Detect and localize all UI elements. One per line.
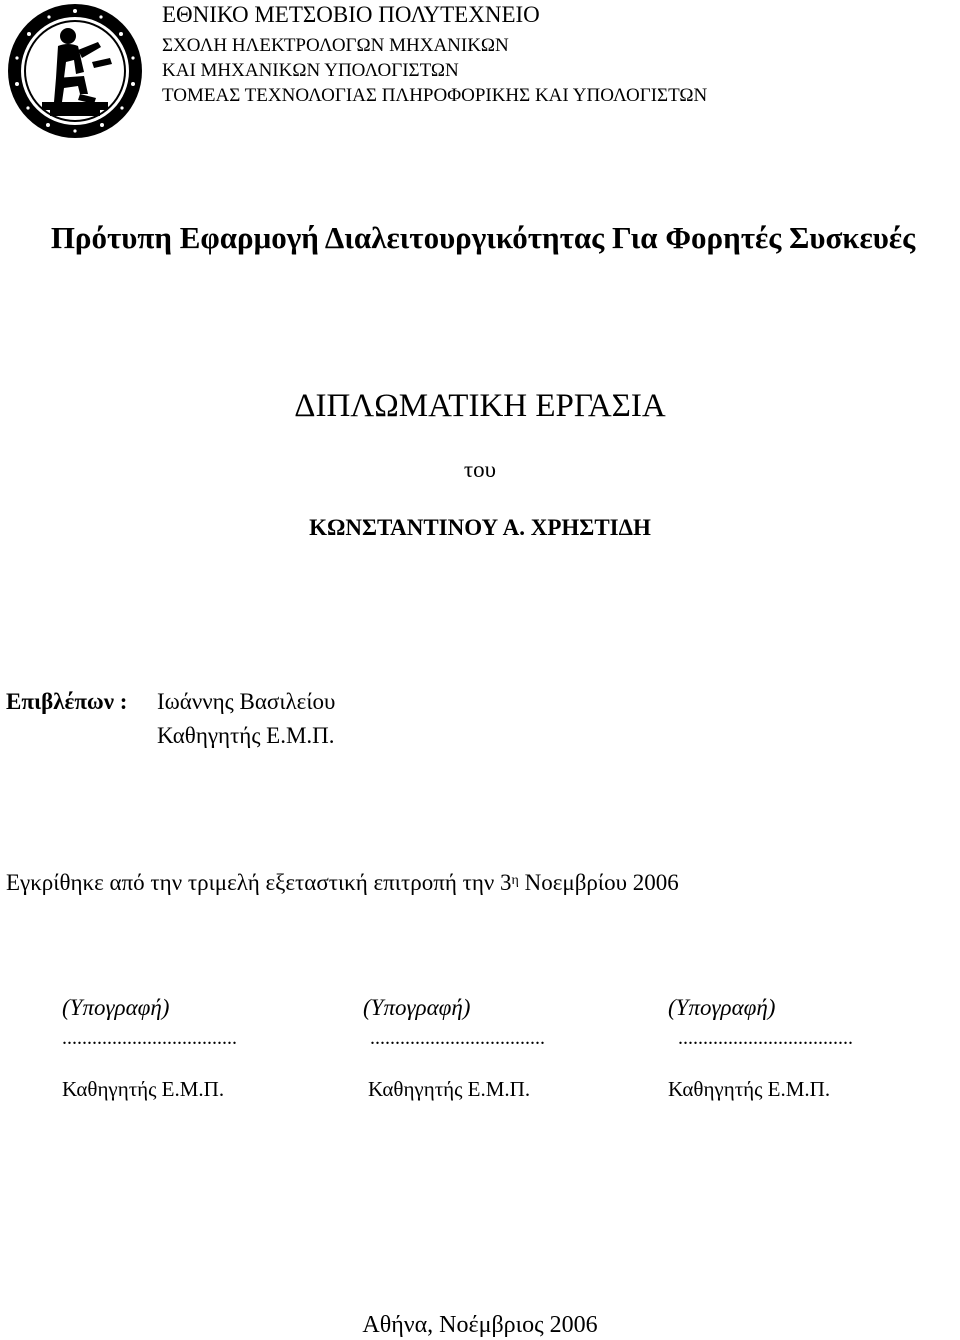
thesis-type: ΔΙΠΛΩΜΑΤΙΚΗ ΕΡΓΑΣΙΑ <box>294 388 666 424</box>
signature-role-1: Καθηγητής Ε.Μ.Π. <box>62 1077 225 1101</box>
approval-statement <box>6 868 679 898</box>
university-name: ΕΘΝΙΚΟ ΜΕΤΣΟΒΙΟ ΠΟΛΥΤΕΧΝΕΙΟ <box>162 2 540 27</box>
signature-line-2: ................................... <box>370 1027 545 1049</box>
signature-role-2: Καθηγητής Ε.Μ.Π. <box>368 1077 531 1101</box>
supervisor-name: Ιωάννης Βασιλείου <box>157 689 336 714</box>
approval-superscript: η <box>511 873 519 888</box>
of-label: του <box>463 457 497 482</box>
approval-text-before: Εγκρίθηκε από την τριμελή εξεταστική επιτροπή την 3 <box>6 870 512 895</box>
school-name-line1: ΣΧΟΛΗ ΗΛΕΚΤΡΟΛΟΓΩΝ ΜΗΧΑΝΙΚΩΝ <box>162 35 509 56</box>
signature-label-3: (Υπογραφή) <box>668 995 776 1020</box>
school-name-line2: ΚΑΙ ΜΗΧΑΝΙΚΩΝ ΥΠΟΛΟΓΙΣΤΩΝ <box>162 60 459 81</box>
department-name: ΤΟΜΕΑΣ ΤΕΧΝΟΛΟΓΙΑΣ ΠΛΗΡΟΦΟΡΙΚΗΣ ΚΑΙ ΥΠΟΛΟΓΙΣΤΩΝ <box>162 85 708 106</box>
thesis-title: Πρότυπη Εφαρμογή Διαλειτουργικότητας Για Φορητές Συσκευές <box>50 220 916 255</box>
approval-text-after: Νοεμβρίου 2006 <box>518 870 679 895</box>
signature-role-3: Καθηγητής Ε.Μ.Π. <box>668 1077 831 1101</box>
place-date: Αθήνα, Νοέμβριος 2006 <box>362 1312 598 1338</box>
signature-label-1: (Υπογραφή) <box>62 995 170 1020</box>
supervisor-title: Καθηγητής Ε.Μ.Π. <box>157 723 335 748</box>
signature-label-2: (Υπογραφή) <box>363 995 471 1020</box>
supervisor-label: Επιβλέπων : <box>6 689 128 714</box>
university-seal-icon <box>6 2 144 140</box>
signature-line-3: ................................... <box>678 1027 853 1049</box>
author-name: ΚΩΝΣΤΑΝΤΙΝΟΥ Α. ΧΡΗΣΤΙΔΗ <box>309 515 651 540</box>
signature-line-1: ................................... <box>62 1027 237 1049</box>
